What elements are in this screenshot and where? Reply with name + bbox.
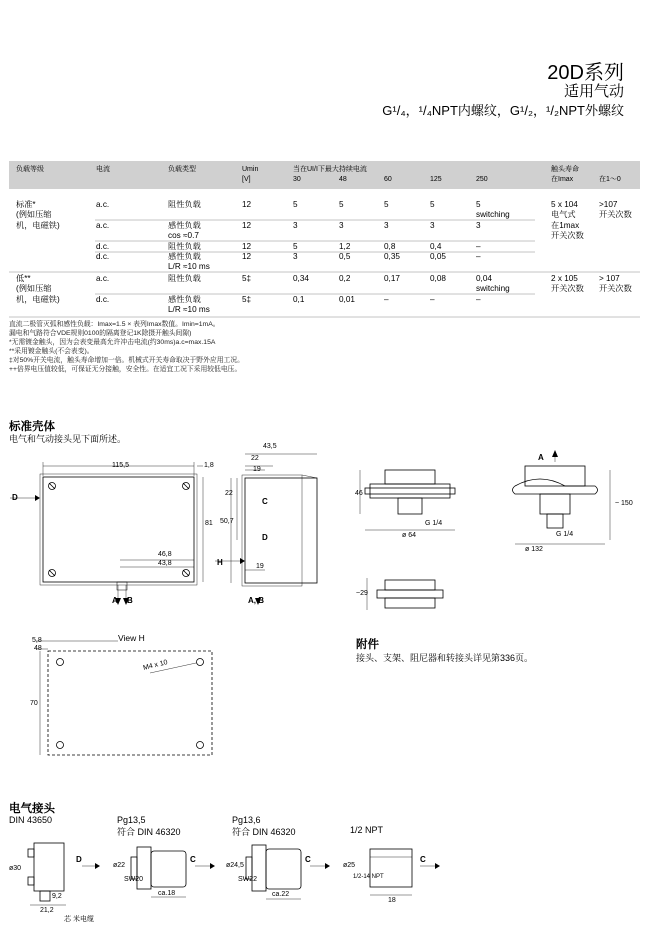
table-row-0-v60: 5 [384,200,389,209]
view-h-title: View H [118,633,145,643]
table-row-5-load2: L/R ≈10 ms [168,305,210,314]
table-row-5-class: (例如压缩 [16,284,52,293]
electrical-drawings [0,835,650,925]
table-row-1-current: a.c. [96,221,110,230]
dim-1-8: 1,8 [204,462,214,469]
label-d-side: D [262,533,268,542]
col-250: 250 [476,176,488,183]
table-row-4-life1: 2 x 105 [551,274,578,283]
dim-43-5: 43,5 [263,443,277,450]
col-umin: Umin [242,166,259,173]
col-load-type: 负载类型 [168,166,196,173]
table-row-1-life1: 在1max [551,221,580,230]
table-row-4-v125: 0,08 [430,274,446,283]
accessories-title: 附件 [356,639,379,651]
dim-48: 48 [34,645,42,652]
dim-50-7: 50,7 [220,518,234,525]
series-subtitle: 适用气动 [563,83,624,100]
label-h-side: H [217,558,223,567]
housing-title: 标准壳体 [9,421,55,433]
dim-115-5: 115,5 [112,462,129,469]
table-row-5-load: 感性负载 [168,295,201,304]
dim-d64: ø 64 [402,532,417,539]
table-row-2-class: 机，电磁铁) [16,221,60,230]
conn-2-name: Pg13,5 [117,815,146,825]
conn-1-name: DIN 43650 [9,815,53,825]
note-2: 漏电和气路符合VDE规则0100的隔离登记1K除摄开触头间隙) [9,330,192,337]
dim-5-8: 5,8 [32,637,42,644]
dim-19-top: 19 [253,466,261,473]
side-view-drawing [215,440,325,615]
table-row-0-v250b: switching [476,210,510,219]
table-row-4-v250b: switching [476,284,510,293]
table-row-3-v60: 0,35 [384,252,400,261]
label-b-front: B [127,596,133,605]
table-row-3-v48: 0,5 [339,252,351,261]
col-umin-unit: [V] [242,176,251,183]
label-ab-side: A, B [248,596,264,605]
note-5: ‡对50%开关电流，触头寿命增加一倍。机械式开关寿命取决于野外应用工况。 [9,357,244,364]
dim-22-top: 22 [251,455,259,462]
table-row-1-v125: 3 [430,221,435,230]
note-1: 直流二极管灭弧和感性负载：Imax=1.5 × 表列Imax数值。Imin=1mA。 [9,321,220,328]
label-a-mount: A [538,453,544,462]
label-c-side: C [262,497,268,506]
table-row-1-v48: 3 [339,221,344,230]
table-row-5-v60: – [384,295,389,304]
table-row-4-v60: 0,17 [384,274,400,283]
dim-conn4-d: ø25 [343,862,356,869]
thread-types: G¹/₄，¹/₄NPT内螺纹，G¹/₂，¹/₂NPT外螺纹 [382,103,624,118]
dim-conn4-npt: 1/2-14 NPT [353,874,384,880]
dim-d132: ø 132 [525,546,543,553]
series-title: 20D系列 [547,62,624,84]
dim-conn4-18: 18 [388,897,396,904]
table-row-2-load: 阻性负载 [168,242,201,251]
table-row-4-umin: 5‡ [242,274,252,283]
label-d-conn1: D [76,855,82,864]
col-cycles-title: 当在UI/I下最大持续电流 [293,166,367,173]
dim-conn2-sw: SW20 [124,876,144,883]
dim-150: ~ 150 [615,500,633,507]
table-row-4-current: a.c. [96,274,110,283]
label-d-front: D [12,493,18,502]
table-row-5-v125: – [430,295,435,304]
table-row-5-current: d.c. [96,295,110,304]
table-row-5-v30: 0,1 [293,295,305,304]
table-row-4-life2b: 开关次数 [599,284,632,293]
cable-note: 芯 米电缆 [64,916,94,923]
housing-text: 电气和气动接头见下面所述。 [9,434,127,444]
note-3: *无需镀金触头，因为会表变最高允许冲击电流(约30ms)a.c=max.15A [9,339,216,346]
label-c-conn3: C [305,855,311,864]
conn-3-sub: 符合 DIN 46320 [232,827,296,837]
table-row-2-v250: – [476,242,481,251]
col-contact-life: 触头寿命 [551,166,579,173]
table-row-3-v125: 0,05 [430,252,446,261]
table-row-0-class: 标准* [16,200,36,209]
label-c-conn4: C [420,855,426,864]
dim-70: 70 [30,700,38,707]
table-row-2-v30: 5 [293,242,298,251]
label-a-front: A [112,596,118,605]
note-6: ++倍界电压值较低，可保证无分接触，安全性。在适宜工况下采用较低电压。 [9,366,242,373]
table-row-1-load: 感性负载 [168,221,201,230]
table-row-4-life2: > 107 [599,274,620,283]
table-row-0-v48: 5 [339,200,344,209]
col-125: 125 [430,176,442,183]
table-row-0-load: 阻性负载 [168,200,201,209]
col-current: 电流 [96,166,110,173]
col-60: 60 [384,176,392,183]
table-row-2-v48: 1,2 [339,242,351,251]
note-4: **采用镀金触头(不会表变)。 [9,348,94,355]
accessories-text: 接头、支架、阻尼器和转接头详见第336页。 [356,653,534,663]
dim-g14-left: G 1/4 [425,520,443,527]
table-row-3-load2: L/R ≈10 ms [168,262,210,271]
dim-g14-right: G 1/4 [556,531,574,538]
table-row-4-life1b: 开关次数 [551,284,584,293]
dim-81: 81 [205,520,213,527]
dim-conn3-d: ø24,5 [226,862,244,869]
table-row-5-v48: 0,01 [339,295,355,304]
table-row-4-v250: 0,04 [476,274,492,283]
table-row-5-umin: 5‡ [242,295,252,304]
table-row-0-life2b: 开关次数 [599,210,632,219]
col-at-imax: 在Imax [551,176,574,183]
dim-m4x10: M4 x 10 [142,659,169,672]
dim-conn1-d: ø30 [9,865,22,872]
dim-conn3-sw: SW22 [238,876,258,883]
table-row-5-v250: – [476,295,481,304]
table-row-6-class: 机，电磁铁) [16,295,60,304]
dim-43-8: 43,8 [158,560,172,567]
table-row-3-load: 感性负载 [168,252,201,261]
table-row-1-v250: 3 [476,221,481,230]
table-row-1-life1b: 开关次数 [551,231,584,240]
dim-conn1-9-2: 9,2 [52,893,62,900]
table-row-3-current: d.c. [96,252,110,261]
table-row-2-v60: 0,8 [384,242,396,251]
table-row-3-v30: 3 [293,252,298,261]
table-row-0-umin: 12 [242,200,252,209]
table-row-0-current: a.c. [96,200,110,209]
table-row-2-v125: 0,4 [430,242,442,251]
col-load-class: 负载等级 [16,166,44,173]
conn-3-name: Pg13,6 [232,815,261,825]
dim-46: 46 [355,490,363,497]
table-row-4-load: 阻性负载 [168,274,201,283]
table-row-0-v125: 5 [430,200,435,209]
table-row-1-v60: 3 [384,221,389,230]
table-row-2-umin: 12 [242,242,252,251]
table-row-0-life2: >107 [599,200,618,209]
table-row-1-v30: 3 [293,221,298,230]
col-30: 30 [293,176,301,183]
dim-conn3-ca: ca.22 [272,891,290,898]
conn-4-name: 1/2 NPT [350,825,384,835]
table-row-3-v250: – [476,252,481,261]
dim-conn1-21-2: 21,2 [40,907,54,914]
mounting-drawing [355,450,625,625]
table-row-0-v30: 5 [293,200,298,209]
dim-22-side: 22 [225,490,233,497]
table-row-4-class: 低** [16,274,31,283]
dim-46-8: 46,8 [158,551,172,558]
table-row-0-life1b: 电气式 [551,210,576,219]
table-row-4-v48: 0,2 [339,274,351,283]
dim-29: ~29 [356,590,368,597]
electrical-title: 电气接头 [9,803,55,815]
table-row-4-v30: 0,34 [293,274,309,283]
table-row-1-umin: 12 [242,221,252,230]
conn-2-sub: 符合 DIN 46320 [117,827,181,837]
label-c-conn2: C [190,855,196,864]
table-row-3-umin: 12 [242,252,252,261]
dim-conn2-ca: ca.18 [158,890,176,897]
col-48: 48 [339,176,347,183]
table-row-1-load2: cos ≈0.7 [168,231,199,240]
table-row-2-current: d.c. [96,242,110,251]
table-row-1-class: (例如压缩 [16,210,52,219]
table-row-0-life1: 5 x 104 [551,200,578,209]
dim-conn2-d: ø22 [113,862,126,869]
dim-19-bottom: 19 [256,563,264,570]
table-row-0-v250: 5 [476,200,481,209]
col-at-1-0: 在1～0 [599,176,621,183]
